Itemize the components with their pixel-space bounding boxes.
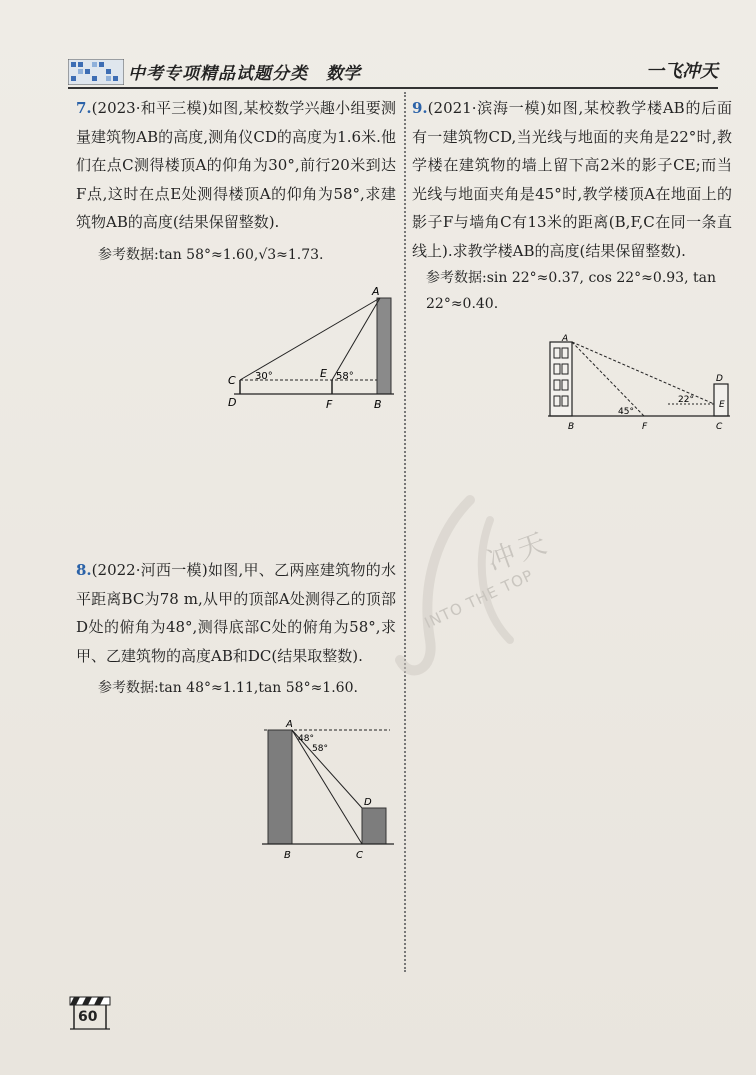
figure-8 [258,718,398,862]
fig7-sight-e [332,298,380,380]
fig7-building [377,298,391,394]
fig9-angle-22: 22° [678,395,694,405]
subject-label: 数学 [326,64,360,84]
fig7-label-f: F [326,398,333,411]
question-9 [412,94,732,317]
question-9-body: (2021·滨海一模)如图,某校教学楼AB的后面有一建筑物CD,当光线与地面的夹角是22°时,教学楼在建筑物的墙上留下高2米的影子CE;而当光线与地面夹角是45°时,教学楼顶A在地面上的影子F与墙角C有13米的距离(B,F,C在同一条直线上).求教学楼AB的高度(结果保留整数). [412,99,732,260]
question-8-reference: 参考数据:tan 48°≈1.11,tan 58°≈1.60. [98,680,358,696]
fig9-label-a: A [562,334,569,344]
fig9-label-b: B [568,422,575,432]
book-title: 中考专项精品试题分类 [128,64,308,84]
page-header [68,55,718,89]
fig9-ray-45 [572,342,644,416]
question-8-body: (2022·河西一模)如图,甲、乙两座建筑物的水平距离BC为78 m,从甲的顶部A处测得乙的顶部D处的俯角为48°,测得底部C处的俯角为58°,求甲、乙建筑物的高度AB和DC(结果取整数). [76,561,396,665]
question-7-number: 7. [76,99,92,117]
fig8-label-b: B [284,850,291,861]
fig8-label-d: D [364,797,372,808]
fig8-building-ab [268,730,292,844]
fig7-label-c: C [228,374,236,387]
fig8-angle-48: 48° [298,734,314,744]
watermark-en-text: INTO THE TOP [421,565,537,633]
question-8 [76,556,396,703]
header-rule [68,87,718,89]
watermark-cn-text: 冲天 [482,524,555,578]
fig9-label-e: E [719,400,725,410]
fig7-sight-c [240,298,380,380]
page-footer [68,995,112,1031]
question-7-text [76,94,396,237]
fig8-building-dc [362,808,386,844]
fig9-label-d: D [716,374,723,384]
question-7-reference: 参考数据:tan 58°≈1.60,√3≈1.73. [98,246,324,263]
fig7-label-e: E [320,367,327,380]
fig7-label-a: A [372,285,380,298]
fig9-building-ab [550,342,572,416]
fig7-label-d: D [228,396,237,409]
question-7-body: (2023·和平三模)如图,某校数学兴趣小组要测量建筑物AB的高度,测角仪CD的高度为1.6米.他们在点C测得楼顶A的仰角为30°,前行20米到达F点,这时在点E处测得楼顶A的仰角为58°,求建筑物AB的高度(结果保留整数). [76,99,396,231]
question-9-text [412,94,732,265]
brand-logo: 一飞冲天 [646,61,718,82]
fig9-angle-45: 45° [618,407,634,417]
fig7-angle-30: 30° [255,371,273,382]
fig7-label-b: B [374,398,382,411]
question-8-text [76,556,396,670]
fig8-label-a: A [286,719,293,730]
question-7 [76,94,396,269]
question-9-number: 9. [412,99,428,117]
figure-7 [222,282,398,412]
question-9-reference: 参考数据:sin 22°≈0.37, cos 22°≈0.93, tan 22°≈0.40. [426,270,716,312]
header-decoration-icon [68,59,124,85]
fig9-label-c: C [716,422,723,432]
page-number: 60 [78,1009,98,1025]
fig8-label-c: C [356,850,363,861]
question-8-number: 8. [76,561,92,579]
figure-9 [544,334,734,434]
fig7-angle-58: 58° [336,371,354,382]
fig8-angle-58: 58° [312,744,328,754]
fig9-label-f: F [642,422,648,432]
